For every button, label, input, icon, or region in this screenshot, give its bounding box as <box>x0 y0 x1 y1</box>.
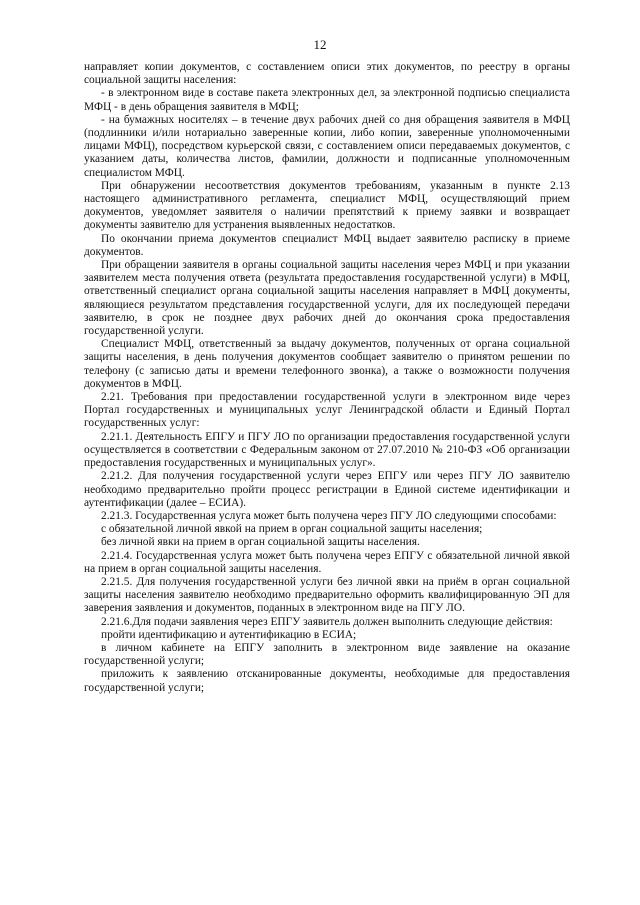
paragraph: По окончании приема документов специалист МФЦ выдает заявителю расписку в приеме документов. <box>84 232 570 258</box>
paragraph: 2.21.5. Для получения государственной услуги без личной явки на приём в орган социальной защиты населения заявителю необходимо предварительно оформить квалифицированную ЭП для заверения заявления и документов, поданных в электронном виде на ПГУ ЛО. <box>84 575 570 615</box>
paragraph: без личной явки на прием в орган социальной защиты населения. <box>101 536 420 549</box>
paragraph: направляет копии документов, с составлением описи этих документов, по реестру в органы социальной защиты населения: <box>84 61 570 87</box>
page-number: 12 <box>313 37 327 52</box>
paragraph: При обнаружении несоответствия документов требованиям, указанным в пункте 2.13 настоящего административного регламента, специалист МФЦ, осуществляющий прием документов, уведомляет заявителя о наличии препятствий к приему заявки и возвращает документы заявителю для устранения выявленных недостатков. <box>84 179 570 232</box>
paragraph: пройти идентификацию и аутентификацию в ЕСИА; <box>101 628 357 641</box>
paragraph: - в электронном виде в составе пакета электронных дел, за электронной подписью специалиста МФЦ - в день обращения заявителя в МФЦ; <box>84 87 570 113</box>
paragraph: 2.21. Требования при предоставлении государственной услуги в электронном виде через Портал государственных и муниципальных услуг Ленинградской области и Единый Портал государственных услуг: <box>84 391 570 430</box>
document-body <box>84 61 570 695</box>
paragraph: приложить к заявлению отсканированные документы, необходимые для предоставления государственной услуги; <box>84 668 570 694</box>
paragraph: 2.21.3. Государственная услуга может быть получена через ПГУ ЛО следующими способами: <box>101 509 557 522</box>
paragraph: 2.21.6.Для подачи заявления через ЕПГУ заявитель должен выполнить следующие действия: <box>101 615 553 628</box>
paragraph: Специалист МФЦ, ответственный за выдачу документов, полученных от органа социальной защиты населения, в день получения документов сообщает заявителю о принятом решении по телефону (с записью даты и времени телефонного звонка), а также о возможности получения документов в МФЦ. <box>84 338 570 390</box>
paragraph: При обращении заявителя в органы социальной защиты населения через МФЦ и при указании заявителем места получения ответа (результата предоставления государственной услуги) в МФЦ, ответственный специалист органа социальной защиты населения направляет в МФЦ документы, являющиеся результатом представления государственной услуги, для их последующей передачи заявителю, в срок не позднее двух рабочих дней до окончания срока предоставления государственной услуги. <box>84 259 570 338</box>
paragraph: 2.21.2. Для получения государственной услуги через ЕПГУ или через ПГУ ЛО заявителю необходимо предварительно пройти процесс регистрации в Единой системе идентификации и аутентификации (далее – ЕСИА). <box>84 470 570 509</box>
paragraph: 2.21.1. Деятельность ЕПГУ и ПГУ ЛО по организации предоставления государственной услуги осуществляется в соответствии с Федеральным законом от 27.07.2010 № 210-ФЗ «Об организации предоставления государственных и муниципальных услуг». <box>84 430 570 470</box>
paragraph: в личном кабинете на ЕПГУ заполнить в электронном виде заявление на оказание государственной услуги; <box>84 641 570 668</box>
paragraph: 2.21.4. Государственная услуга может быть получена через ЕПГУ с обязательной личной явкой на прием в орган социальной защиты населения. <box>84 549 570 575</box>
paragraph: с обязательной личной явкой на прием в орган социальной защиты населения; <box>101 523 483 536</box>
paragraph: - на бумажных носителях – в течение двух рабочих дней со дня обращения заявителя в МФЦ (подлинники и/или нотариально заверенные копии, либо копии, заверенные уполномоченными лицами МФЦ), посредством курьерской связи, с составлением описи передаваемых документов, с указанием даты, количества листов, фамилии, должности и подписанные уполномоченным специалистом МФЦ. <box>84 113 570 179</box>
